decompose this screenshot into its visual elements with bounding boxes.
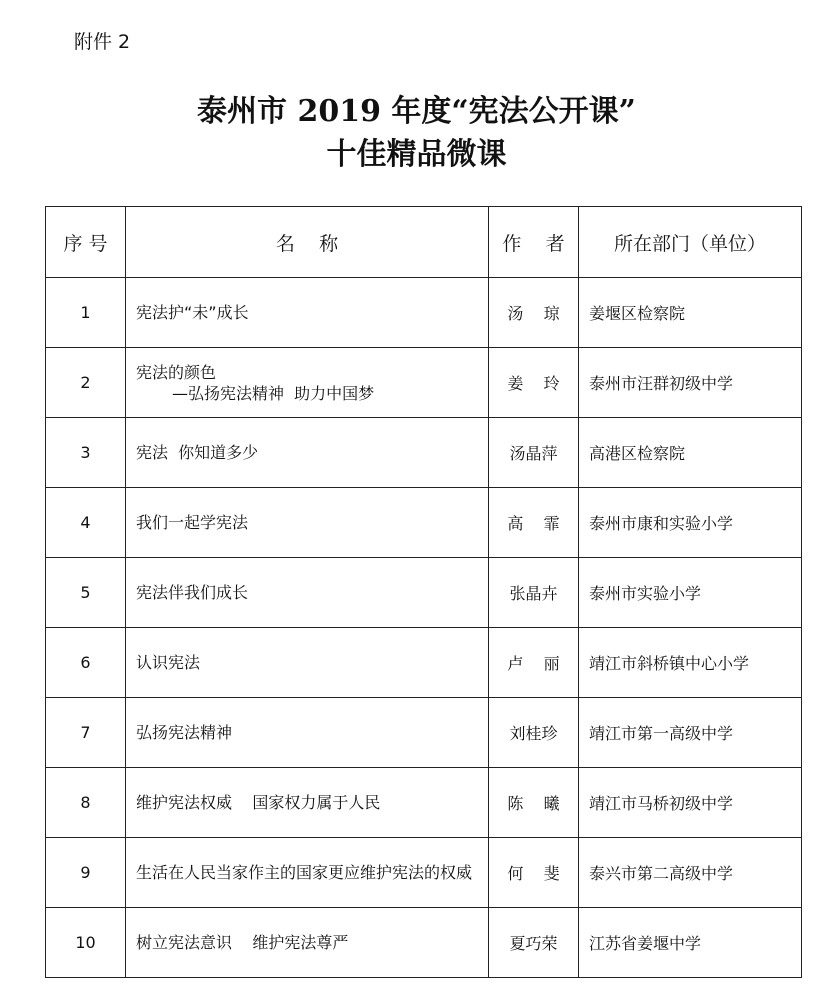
table-row — [46, 628, 802, 698]
row-author: 汤晶萍 — [489, 418, 579, 488]
row-dept: 泰州市汪群初级中学 — [579, 348, 802, 418]
row-dept: 靖江市斜桥镇中心小学 — [579, 628, 802, 698]
row-seq: 10 — [46, 908, 126, 978]
table-row — [46, 768, 802, 838]
table-header-row — [46, 207, 802, 278]
row-dept: 泰兴市第二高级中学 — [579, 838, 802, 908]
row-dept: 高港区检察院 — [579, 418, 802, 488]
row-seq: 9 — [46, 838, 126, 908]
row-seq: 1 — [46, 278, 126, 348]
row-name — [126, 628, 489, 698]
header-name: 名 称 — [126, 207, 489, 278]
row-dept: 泰州市康和实验小学 — [579, 488, 802, 558]
header-seq: 序 号 — [46, 207, 126, 278]
row-author: 夏巧荣 — [489, 908, 579, 978]
micro-course-table — [45, 206, 802, 978]
table-row — [46, 698, 802, 768]
row-author: 卢 丽 — [489, 628, 579, 698]
row-name — [126, 838, 489, 908]
table-row — [46, 558, 802, 628]
row-name — [126, 768, 489, 838]
row-name-text: 宪法的颜色 — [136, 362, 217, 382]
table-row — [46, 418, 802, 488]
row-name-text: 我们一起学宪法 — [136, 513, 249, 532]
row-dept: 靖江市第一高级中学 — [579, 698, 802, 768]
document-title-line1: 泰州市 2019 年度“宪法公开课” — [197, 94, 636, 129]
row-name — [126, 488, 489, 558]
row-dept: 江苏省姜堰中学 — [579, 908, 802, 978]
row-dept: 姜堰区检察院 — [579, 278, 802, 348]
row-author: 高 霏 — [489, 488, 579, 558]
row-seq: 6 — [46, 628, 126, 698]
row-seq: 3 — [46, 418, 126, 488]
row-name — [126, 278, 489, 348]
table-row — [46, 908, 802, 978]
row-author: 张晶卉 — [489, 558, 579, 628]
row-author: 刘桂珍 — [489, 698, 579, 768]
row-name — [126, 558, 489, 628]
row-seq: 8 — [46, 768, 126, 838]
row-author: 何 斐 — [489, 838, 579, 908]
row-name-text: 认识宪法 — [136, 653, 201, 672]
row-name-text: 宪法 你知道多少 — [136, 443, 259, 462]
document-title-line2: 十佳精品微课 — [326, 137, 507, 172]
row-author: 姜 玲 — [489, 348, 579, 418]
attachment-label: 附件 2 — [74, 31, 131, 53]
header-dept: 所在部门（单位） — [579, 207, 802, 278]
row-author: 陈 曦 — [489, 768, 579, 838]
row-name-text: 维护宪法权威 国家权力属于人民 — [136, 793, 381, 812]
header-author: 作 者 — [489, 207, 579, 278]
row-name-text: 弘扬宪法精神 — [136, 723, 233, 742]
row-name — [126, 348, 489, 418]
row-seq: 5 — [46, 558, 126, 628]
table-row — [46, 838, 802, 908]
row-name-text: 宪法伴我们成长 — [136, 583, 249, 602]
row-name — [126, 418, 489, 488]
row-name-text: 生活在人民当家作主的国家更应维护宪法的权威 — [136, 863, 473, 882]
row-author: 汤 琼 — [489, 278, 579, 348]
row-seq: 7 — [46, 698, 126, 768]
table-row — [46, 488, 802, 558]
row-seq: 4 — [46, 488, 126, 558]
row-dept: 靖江市马桥初级中学 — [579, 768, 802, 838]
table-row — [46, 278, 802, 348]
row-name-subtitle: —弘扬宪法精神 助力中国梦 — [172, 383, 375, 403]
row-name — [126, 698, 489, 768]
row-name — [126, 908, 489, 978]
row-dept: 泰州市实验小学 — [579, 558, 802, 628]
row-seq: 2 — [46, 348, 126, 418]
table-row — [46, 348, 802, 418]
row-name-text: 宪法护“未”成长 — [136, 303, 249, 322]
row-name-text: 树立宪法意识 维护宪法尊严 — [136, 933, 349, 952]
